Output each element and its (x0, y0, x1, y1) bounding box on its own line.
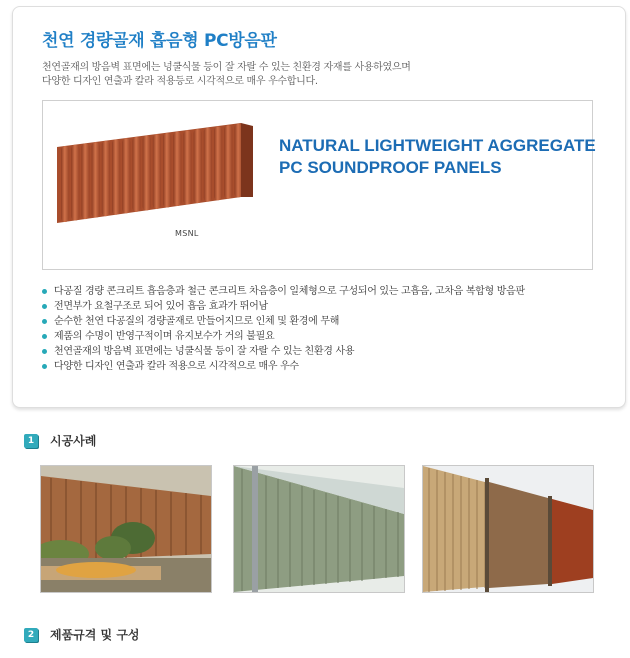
figure-title-line: PC SOUNDPROOF PANELS (279, 158, 502, 177)
product-description (42, 61, 411, 89)
feature-text: 다양한 디자인 연출과 칼라 적용으로 시각적으로 매우 우수 (54, 361, 299, 372)
case-photo-3 (422, 465, 594, 593)
bullet-icon (42, 289, 47, 294)
section-header-construction-cases (24, 432, 96, 449)
feature-text: 순수한 천연 다공질의 경량골재로 만들어지므로 인체 및 환경에 무해 (54, 316, 340, 327)
model-label: MSNL (175, 229, 199, 238)
product-figure (42, 100, 596, 270)
section-number-badge: 2 (24, 628, 38, 642)
section-number-badge: 1 (24, 434, 38, 448)
panel-rib (183, 130, 191, 204)
panel-rib (71, 145, 79, 221)
bullet-icon (42, 334, 47, 339)
section-title: 시공사례 (50, 434, 97, 448)
case-photo-2 (233, 465, 405, 593)
panel-rib (61, 146, 69, 222)
panel-rib (102, 141, 110, 216)
case-photo-1 (40, 465, 212, 593)
bullet-icon (42, 349, 47, 354)
panel-rib (112, 140, 120, 215)
bullet-icon (42, 364, 47, 369)
description-line: 천연골재의 방음벽 표면에는 넝쿨식물 등이 잘 자랄 수 있는 친환경 자재를 사용하였으며 (42, 62, 411, 73)
feature-item (42, 299, 525, 314)
figure-title (279, 135, 596, 179)
section-header-product-specs (24, 626, 140, 643)
panel-rib (163, 133, 171, 208)
feature-item (42, 344, 525, 359)
feature-item (42, 329, 525, 344)
panel-rib (92, 142, 100, 218)
bullet-icon (42, 304, 47, 309)
soundproof-panel-image (53, 123, 258, 223)
feature-item (42, 314, 525, 329)
feature-item (42, 359, 525, 374)
panel-rib (153, 134, 161, 209)
feature-list (42, 284, 525, 374)
panel-rib (81, 143, 89, 219)
section-title: 제품규격 및 구성 (50, 628, 140, 642)
panel-rib (194, 129, 202, 203)
panel-rib (214, 127, 222, 201)
feature-text: 다공질 경량 콘크리트 흡음층과 철근 콘크리트 차음층이 일체형으로 구성되어 있는 고흡음, 고차음 복합형 방음판 (54, 286, 525, 297)
panel-rib (224, 125, 232, 199)
feature-text: 전면부가 요철구조로 되어 있어 흡음 효과가 뛰어남 (54, 301, 268, 312)
panel-rib (122, 138, 130, 213)
panel-rib (143, 136, 151, 211)
panel-rib (204, 128, 212, 202)
figure-title-line: NATURAL LIGHTWEIGHT AGGREGATE (279, 136, 596, 155)
feature-item (42, 284, 525, 299)
feature-text: 천연골재의 방음벽 표면에는 넝쿨식물 등이 잘 자랄 수 있는 친환경 사용 (54, 346, 355, 357)
product-title: 천연 경량골재 흡음형 PC방음판 (42, 31, 277, 51)
panel-rib (132, 137, 140, 212)
feature-text: 제품의 수명이 반영구적이며 유지보수가 거의 불필요 (54, 331, 275, 342)
bullet-icon (42, 319, 47, 324)
description-line: 다양한 디자인 연출과 칼라 적용등로 시각적으로 매우 우수합니다. (42, 76, 318, 87)
panel-rib (173, 132, 181, 206)
